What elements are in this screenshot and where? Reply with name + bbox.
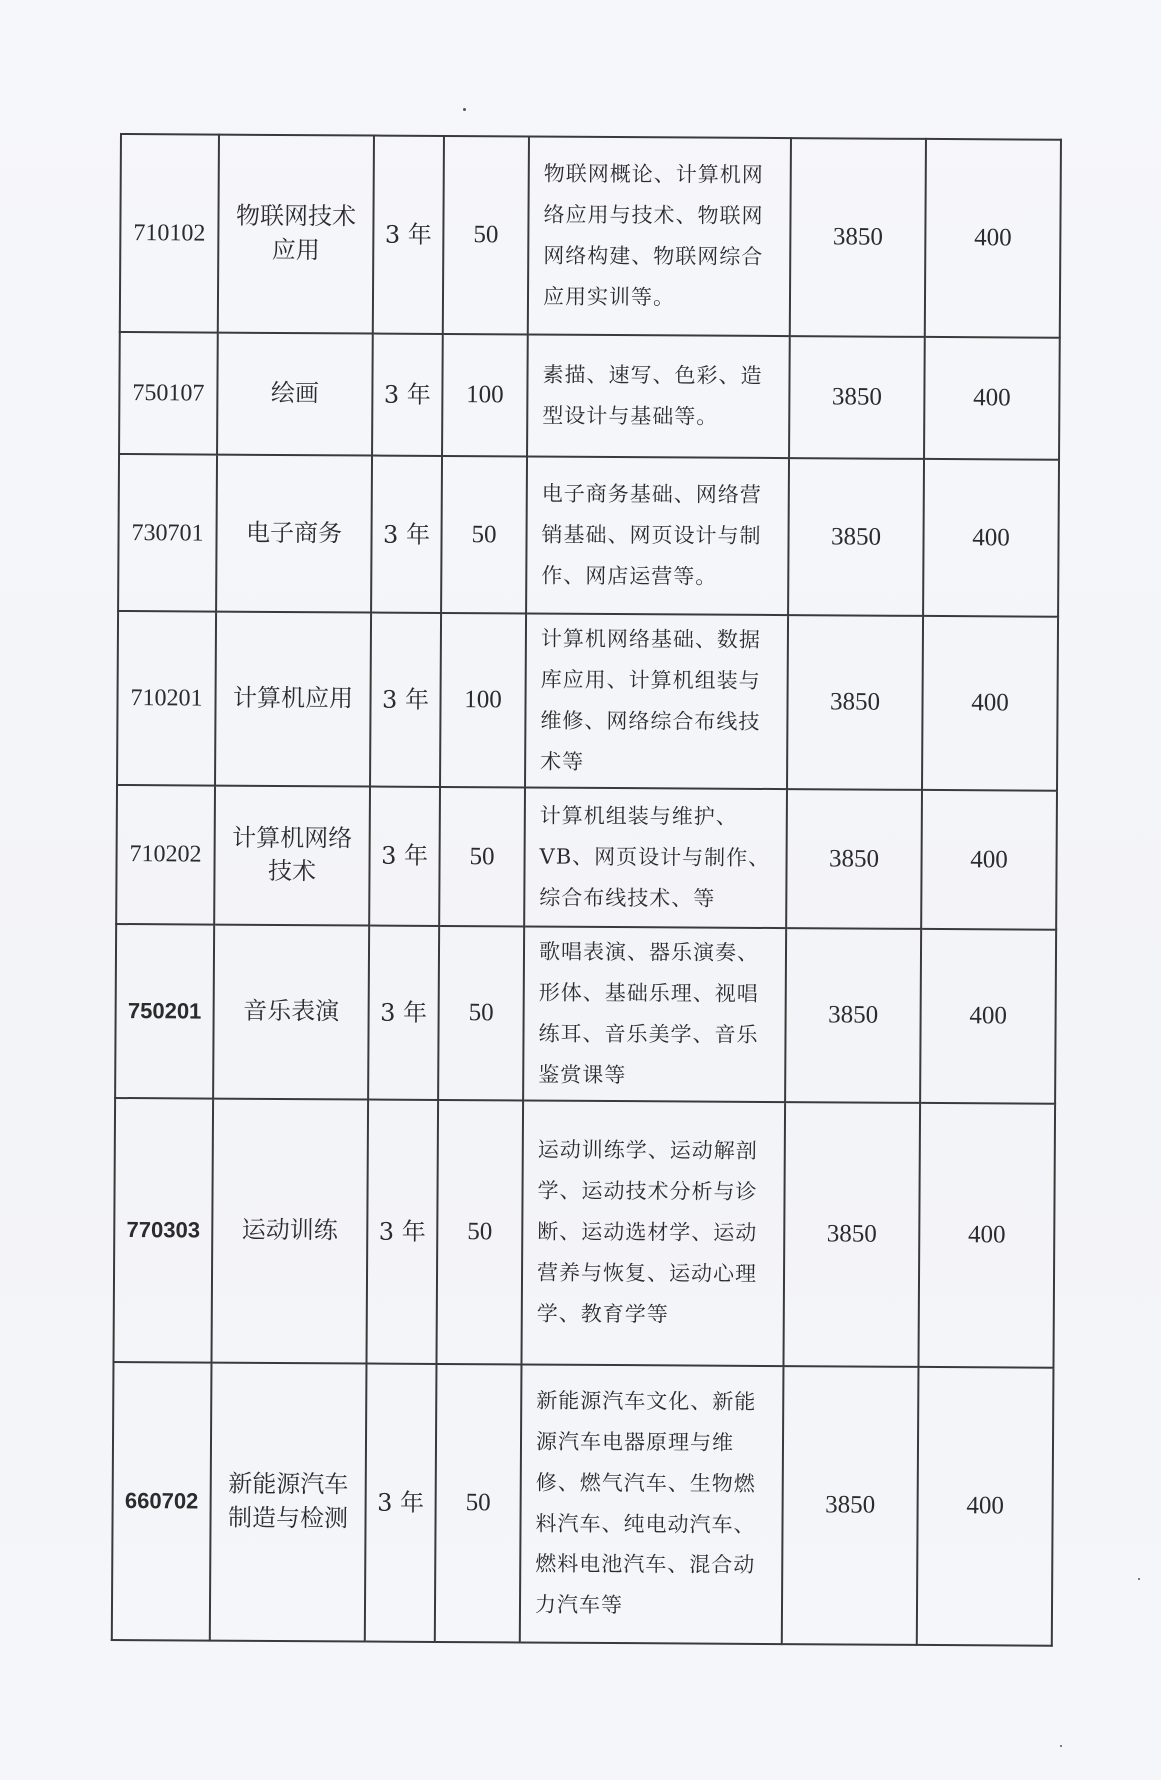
major-name: 计算机应用 xyxy=(215,612,371,787)
table-row xyxy=(115,924,1056,1103)
study-duration: 3 年 xyxy=(366,1099,438,1363)
enrollment-quota: 100 xyxy=(442,334,528,457)
tuition-fee: 3850 xyxy=(790,138,926,337)
major-name: 物联网技术应用 xyxy=(218,135,374,334)
other-fee: 400 xyxy=(922,616,1058,791)
major-code: 710201 xyxy=(117,611,216,785)
main-courses: 歌唱表演、器乐演奏、形体、基础乐理、视唱练耳、音乐美学、音乐鉴赏课等 xyxy=(523,926,786,1101)
main-courses: 电子商务基础、网络营销基础、网页设计与制作、网店运营等。 xyxy=(526,456,789,615)
major-name: 电子商务 xyxy=(216,455,372,613)
enrollment-quota: 50 xyxy=(439,787,525,927)
main-courses: 计算机组装与维护、VB、网页设计与制作、综合布线技术、等 xyxy=(524,787,787,928)
major-code: 770303 xyxy=(113,1097,213,1362)
table-row xyxy=(117,611,1058,790)
majors-table xyxy=(111,133,1062,1646)
main-courses: 计算机网络基础、数据库应用、计算机组装与维修、网络综合布线技术等 xyxy=(525,613,788,788)
table-row xyxy=(112,1361,1054,1645)
major-code: 750201 xyxy=(115,924,214,1098)
table-row xyxy=(119,332,1060,460)
other-fee: 400 xyxy=(920,929,1056,1104)
study-duration: 3 年 xyxy=(368,925,439,1099)
other-fee: 400 xyxy=(917,1366,1054,1645)
enrollment-quota: 50 xyxy=(441,456,527,614)
major-code: 750107 xyxy=(119,332,218,455)
tuition-fee: 3850 xyxy=(787,615,923,790)
tuition-fee: 3850 xyxy=(782,1366,919,1645)
study-duration: 3 年 xyxy=(369,786,440,925)
enrollment-quota: 50 xyxy=(443,136,529,335)
table-row xyxy=(116,785,1057,930)
study-duration: 3 年 xyxy=(372,334,443,456)
table-row xyxy=(118,454,1059,617)
other-fee: 400 xyxy=(923,459,1059,617)
scan-speck xyxy=(463,108,466,111)
major-name: 运动训练 xyxy=(211,1098,368,1363)
enrollment-quota: 50 xyxy=(438,926,524,1100)
scan-speck xyxy=(1060,1745,1062,1747)
other-fee: 400 xyxy=(921,790,1057,930)
major-name: 计算机网络技术 xyxy=(214,785,370,925)
study-duration: 3 年 xyxy=(370,613,441,787)
main-courses: 素描、速写、色彩、造型设计与基础等。 xyxy=(527,334,790,458)
other-fee: 400 xyxy=(924,337,1060,460)
major-name: 绘画 xyxy=(217,333,373,456)
tuition-fee: 3850 xyxy=(788,458,924,616)
table-row xyxy=(113,1097,1055,1367)
tuition-fee: 3850 xyxy=(785,928,921,1103)
major-code: 710102 xyxy=(120,134,219,333)
major-name: 新能源汽车制造与检测 xyxy=(210,1362,367,1641)
tuition-fee: 3850 xyxy=(783,1102,920,1367)
study-duration: 3 年 xyxy=(365,1363,437,1641)
tuition-fee: 3850 xyxy=(789,336,925,459)
study-duration: 3 年 xyxy=(371,456,442,613)
scan-speck xyxy=(1138,1578,1140,1580)
main-courses: 新能源汽车文化、新能源汽车电器原理与维修、燃气汽车、生物燃料汽车、纯电动汽车、燃料电池汽车、混合动力汽车等 xyxy=(520,1364,784,1644)
table-row xyxy=(120,134,1061,338)
main-courses: 物联网概论、计算机网络应用与技术、物联网网络构建、物联网综合应用实训等。 xyxy=(528,136,791,336)
enrollment-quota: 50 xyxy=(435,1363,522,1642)
main-courses: 运动训练学、运动解剖学、运动技术分析与诊断、运动选材学、运动营养与恢复、运动心理学、教育学等 xyxy=(521,1100,785,1366)
enrollment-quota: 50 xyxy=(436,1099,523,1364)
other-fee: 400 xyxy=(925,139,1061,338)
enrollment-quota: 100 xyxy=(440,613,526,787)
tuition-fee: 3850 xyxy=(786,789,922,929)
major-code: 710202 xyxy=(116,785,215,925)
major-name: 音乐表演 xyxy=(213,924,369,1099)
study-duration: 3 年 xyxy=(373,136,444,334)
major-code: 660702 xyxy=(112,1361,212,1640)
major-code: 730701 xyxy=(118,454,217,612)
other-fee: 400 xyxy=(918,1102,1055,1367)
